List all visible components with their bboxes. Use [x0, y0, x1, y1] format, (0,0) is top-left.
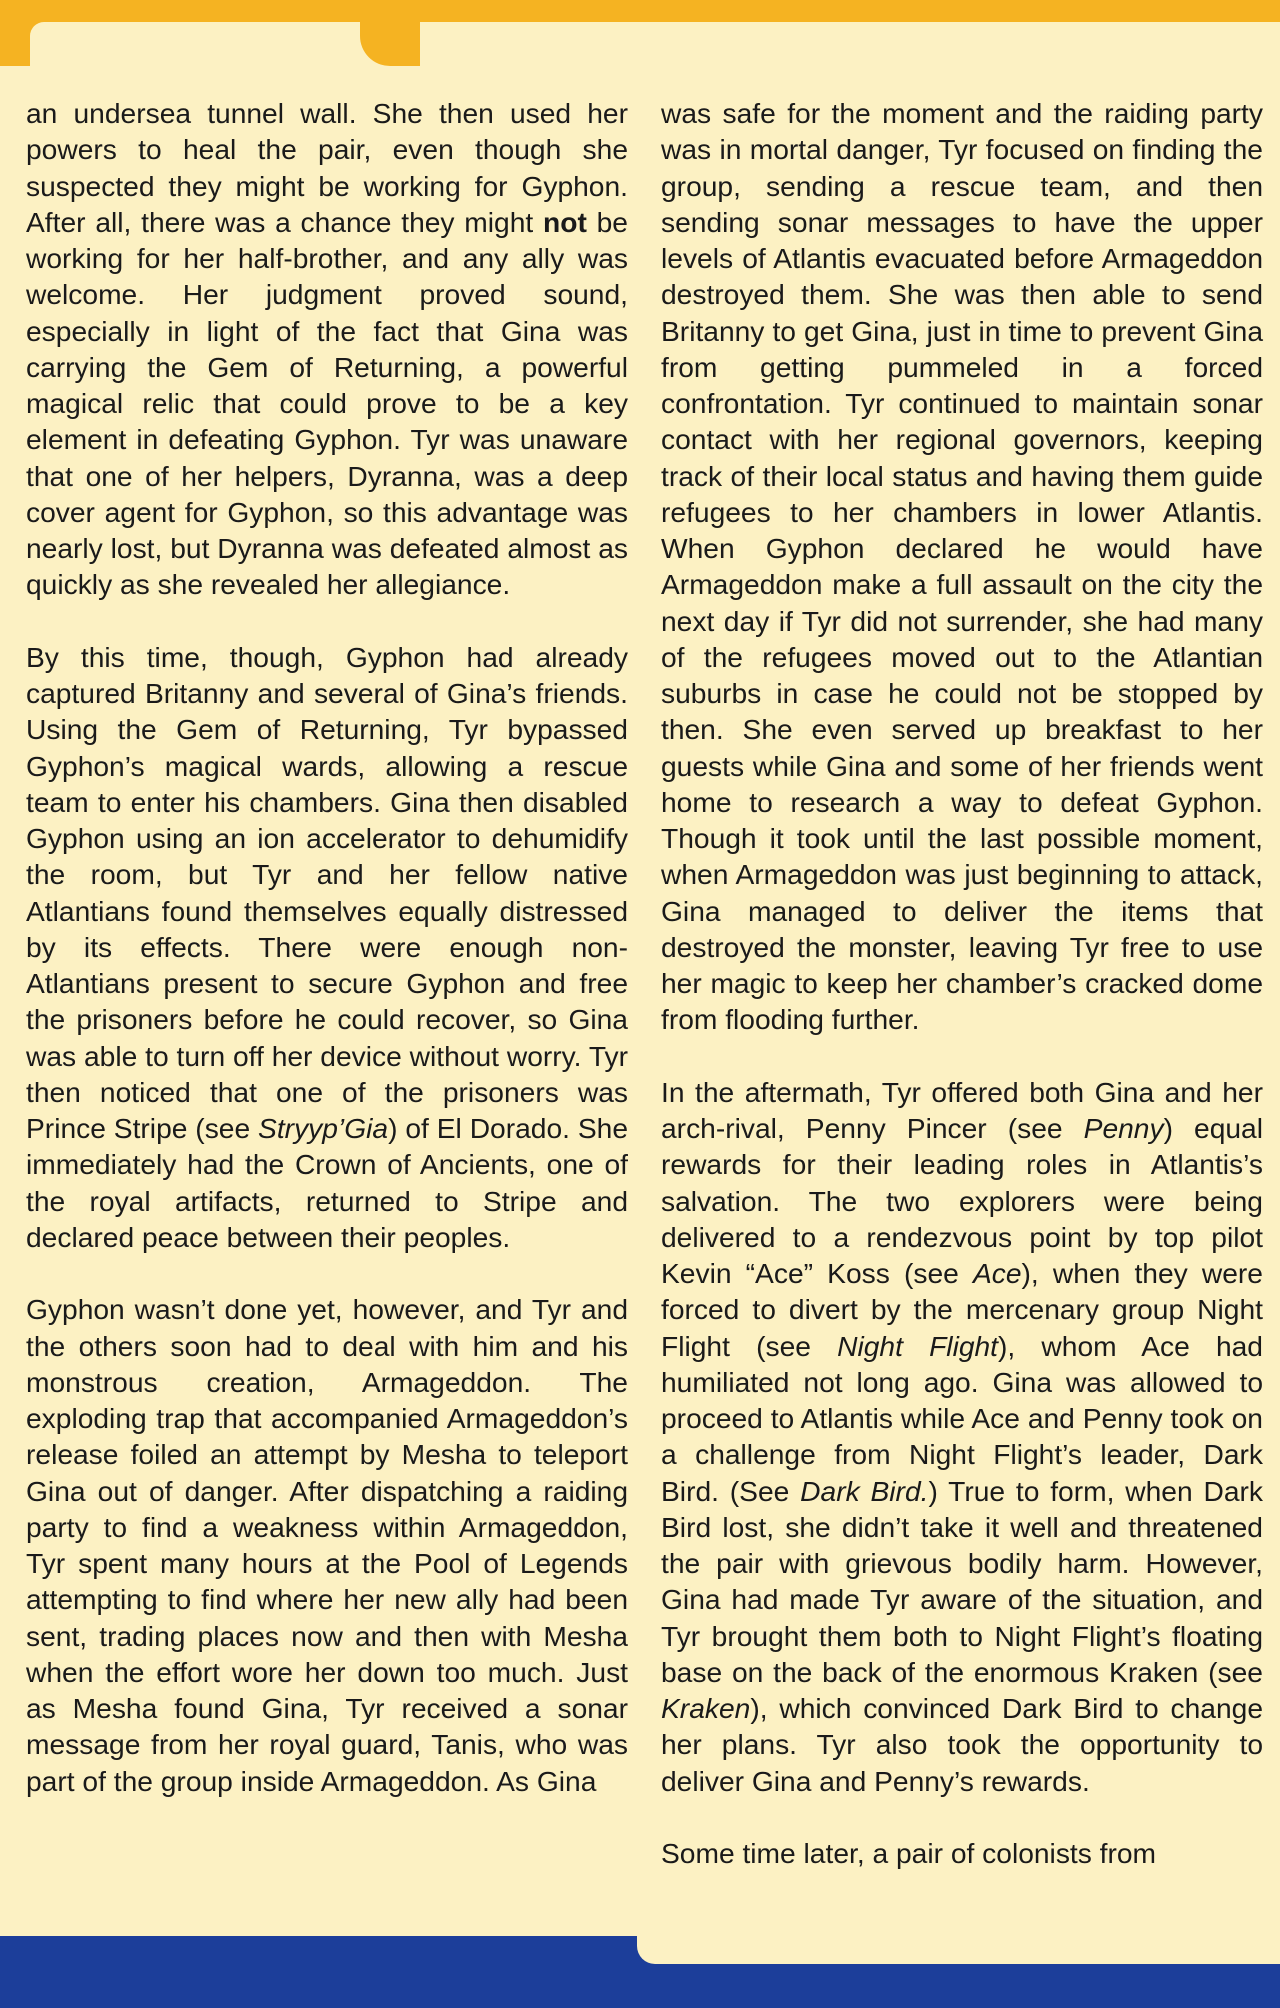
paragraph-left-1 — [26, 95, 628, 603]
text-span: ) True to form, when Dark Bird lost, she didn’t take it well and threatened the pair with grievous bodily harm. However, Gina had made Tyr aware of the situation, and Tyr brought them both to Night Flight’s floating base on the back of the enormous Kraken (see — [661, 1474, 1263, 1688]
cross-reference: Ace — [972, 1257, 1022, 1289]
paragraph-right-2 — [661, 1074, 1263, 1799]
cross-reference: Kraken — [661, 1692, 751, 1724]
text-span: In the aftermath, Tyr offered both Gina and her arch-rival, Penny Pincer (see — [661, 1075, 1263, 1144]
paragraph-left-3: Gyphon wasn’t done yet, however, and Tyr and the others soon had to deal with him and his monstrous creation, Armageddon. The exploding trap that accompanied Armageddon’s release foiled an attempt by Mesha to teleport Gina out of danger. After dispatching a raiding party to find a weakness within Armageddon, Tyr spent many hours at the Pool of Legends attempting to find where her new ally had been sent, trading places now and then with Mesha when the effort wore her down too much. Just as Mesha found Gina, Tyr received a sonar message from her royal guard, Tanis, who was part of the group inside Armageddon. As Gina — [26, 1293, 628, 1797]
page-tab-header — [30, 22, 1280, 82]
cross-reference: Night Flight — [837, 1329, 999, 1362]
tab-notch — [360, 22, 420, 66]
text-span: ), whom Ace had humiliated not long ago. Gina was allowed to proceed to Atlantis while Ace and Penny took on a challenge from Night Flight’s leader, Dark Bird. (See — [661, 1329, 1263, 1507]
cross-reference: Dark Bird. — [800, 1474, 929, 1507]
paragraph-right-3: Some time later, a pair of colonists from — [661, 1837, 1157, 1869]
cross-reference: Stryyp’Gia — [258, 1112, 389, 1144]
text-span: an undersea tunnel wall. She then used her powers to heal the pair, even though she suspected they might be working for Gyphon. After all, there was a chance they might — [26, 97, 628, 238]
text-span: By this time, though, Gyphon had already captured Britanny and several of Gina’s friends. Using the Gem of Returning, Tyr bypassed Gyphon’s magical wards, allowing a rescue team to enter his chambers. Gina then disabled Gyphon using an ion accelerator to dehumidify the room, but Tyr and her fellow native Atlantians found themselves equally distressed by its effects. There were enough non-Atlantians present to secure Gyphon and free the prisoners before he could recover, so Gina was able to turn off her device without worry. Tyr then noticed that one of the prisoners was Prince Stripe (see — [26, 640, 628, 1144]
right-text-column — [661, 95, 1263, 1871]
text-span: ) equal rewards for their leading roles in Atlantis’s salvation. The two explorers were being delivered to a rendezvous point by top pilot Kevin “Ace” Koss (see — [661, 1112, 1263, 1289]
text-span: be working for her half-brother, and any ally was welcome. Her judgment proved sound, especially in light of the fact that Gina was carrying the Gem of Returning, a powerful magical relic that could prove to be a key element in defeating Gyphon. Tyr was unaware that one of her helpers, Dyranna, was a deep cover agent for Gyphon, so this advantage was nearly lost, but Dyranna was defeated almost as quickly as she revealed her allegiance. — [26, 205, 628, 601]
cross-reference: Penny — [1083, 1112, 1164, 1144]
emphasis-not: not — [543, 205, 587, 238]
text-span: ), which convinced Dark Bird to change her plans. Tyr also took the opportunity to deliver Gina and Penny’s rewards. — [661, 1692, 1263, 1797]
text-span: ), when they were forced to divert by the mercenary group Night Flight (see — [661, 1257, 1263, 1362]
paragraph-right-1: was safe for the moment and the raiding party was in mortal danger, Tyr focused on finding the group, sending a rescue team, and then sending sonar messages to have the upper levels of Atlantis evacuated before Armageddon destroyed them. She was then able to send Britanny to get Gina, just in time to prevent Gina from getting pummeled in a forced confrontation. Tyr continued to maintain sonar contact with her regional governors, keeping track of their local status and having them guide refugees to her chambers in lower Atlantis. When Gyphon declared he would have Armageddon make a full assault on the city the next day if Tyr did not surrender, she had many of the refugees moved out to the Atlantian suburbs in case he could not be stopped by then. She even served up breakfast to her guests while Gina and some of her friends went home to research a way to defeat Gyphon. Though it took until the last possible moment, when Armageddon was just beginning to attack, Gina managed to deliver the items that destroyed the monster, leaving Tyr free to use her magic to keep her chamber’s cracked dome from flooding further. — [661, 97, 1263, 1036]
left-text-column — [26, 95, 628, 1799]
page-tab-footer — [637, 1936, 1280, 1964]
text-span: ) of El Dorado. She immediately had the Crown of Ancients, one of the royal artifacts, returned to Stripe and declared peace between their peoples. — [26, 1112, 629, 1253]
paragraph-left-2 — [26, 639, 628, 1255]
